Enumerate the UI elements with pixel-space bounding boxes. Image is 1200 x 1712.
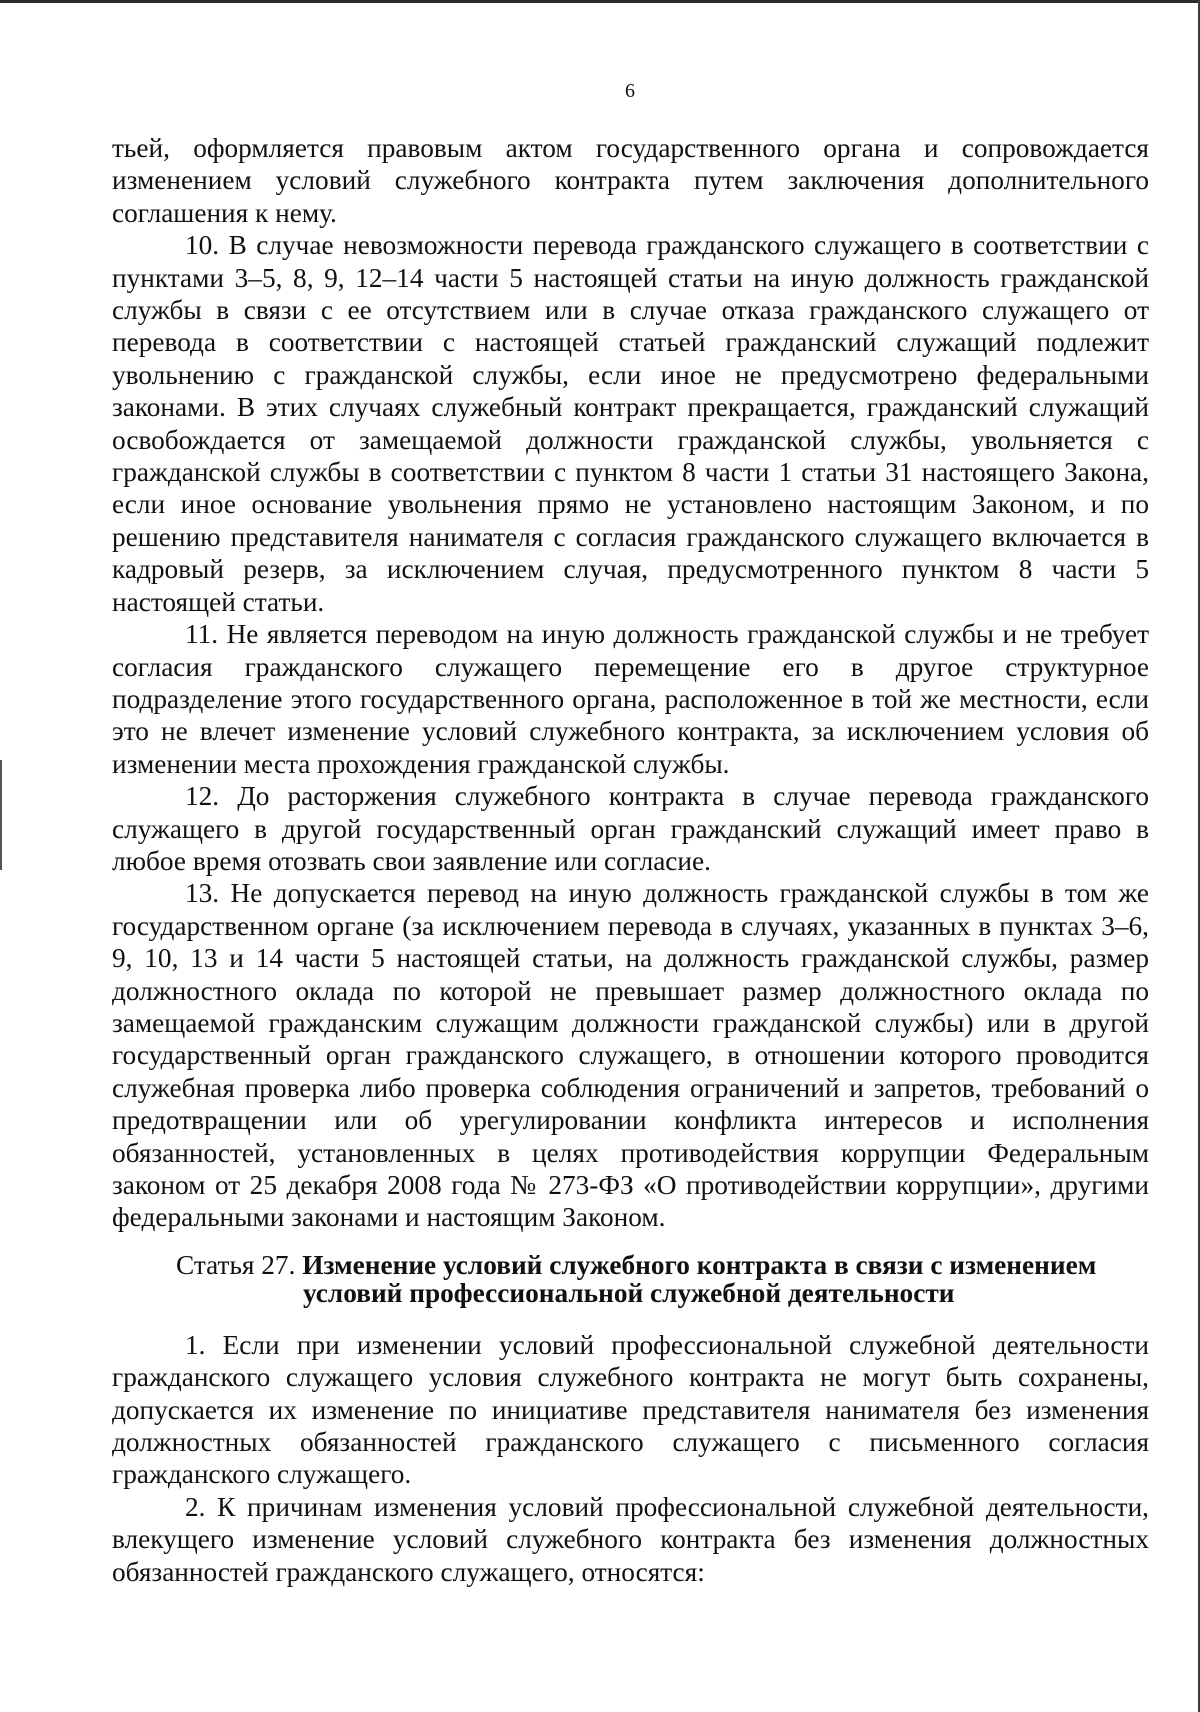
article-title-line1: Изменение условий служебного контракта в связи с изменением (302, 1249, 1097, 1280)
article-number: Статья 27. (176, 1249, 296, 1280)
article-paragraph-1: 1. Если при изменении условий профессиональной служебной деятельности гражданского служащего условия служебного контракта не могут быть сохранены, допускается их изменение по инициативе представителя нанимателя без изменения должностных обязанностей гражданского служащего с письменного согласия гражданского служащего. (112, 1329, 1149, 1490)
paragraph-11: 11. Не является переводом на иную должность гражданской службы и не требует согласия гражданского служащего перемещение его в другое структурное подразделение этого государственного органа, расположенное в той же местности, если это не влечет изменение условий служебного контракта, за исключением условия об изменении места прохождения гражданской службы. (112, 619, 1149, 779)
paragraph-continuation: тьей, оформляется правовым актом государственного органа и сопровождается изменением условий служебного контракта путем заключения дополнительного соглашения к нему. (112, 133, 1149, 228)
scan-edge-left (0, 760, 2, 870)
page-number: 6 (625, 80, 635, 102)
paragraph-13: 13. Не допускается перевод на иную должность гражданской службы в том же государственном органе (за исключением перевода в случаях, указанных в пунктах 3–6, 9, 10, 13 и 14 части 5 настоящей статьи, на должность гражданской службы, размер должностного оклада по которой не превышает размер должностного оклада по замещаемой гражданским служащим должности гражданской службы) или в другой государственный орган гражданского служащего, в отношении которого проводится служебная проверка либо проверка соблюдения ограничений и запретов, требований о предотвращении или об урегулировании конфликта интересов и исполнения обязанностей, установленных в целях противодействия коррупции Федеральным законом от 25 декабря 2008 года № 273-ФЗ «О противодействии коррупции», другими федеральными законами и настоящим Законом. (112, 878, 1149, 1233)
scan-edge-top (0, 0, 1200, 3)
article-title-line2: условий профессиональной служебной деятельности (303, 1277, 955, 1308)
paragraph-12: 12. До расторжения служебного контракта в случае перевода гражданского служащего в другой государственный орган гражданский служащий имеет право в любое время отозвать свои заявление или согласие. (112, 781, 1149, 876)
document-body (112, 132, 1149, 1588)
article-paragraph-2: 2. К причинам изменения условий профессиональной служебной деятельности, влекущего изменение условий служебного контракта без изменения должностных обязанностей гражданского служащего, относятся: (112, 1491, 1149, 1587)
paragraph-10: 10. В случае невозможности перевода гражданского служащего в соответствии с пунктами 3–5, 8, 9, 12–14 части 5 настоящей статьи на иную должность гражданской службы в связи с ее отсутствием или в случае отказа гражданского служащего от перевода в соответствии с настоящей статьей гражданский служащий подлежит увольнению с гражданской службы, если иное не предусмотрено федеральными законами. В этих случаях служебный контракт прекращается, гражданский служащий освобождается от замещаемой должности гражданской службы, увольняется с гражданской службы в соответствии с пунктом 8 части 1 статьи 31 настоящего Закона, если иное основание увольнения прямо не установлено настоящим Законом, и по решению представителя нанимателя с согласия гражданского служащего включается в кадровый резерв, за исключением случая, предусмотренного пунктом 8 части 5 настоящей статьи. (112, 230, 1149, 617)
article-heading (112, 1251, 1149, 1307)
